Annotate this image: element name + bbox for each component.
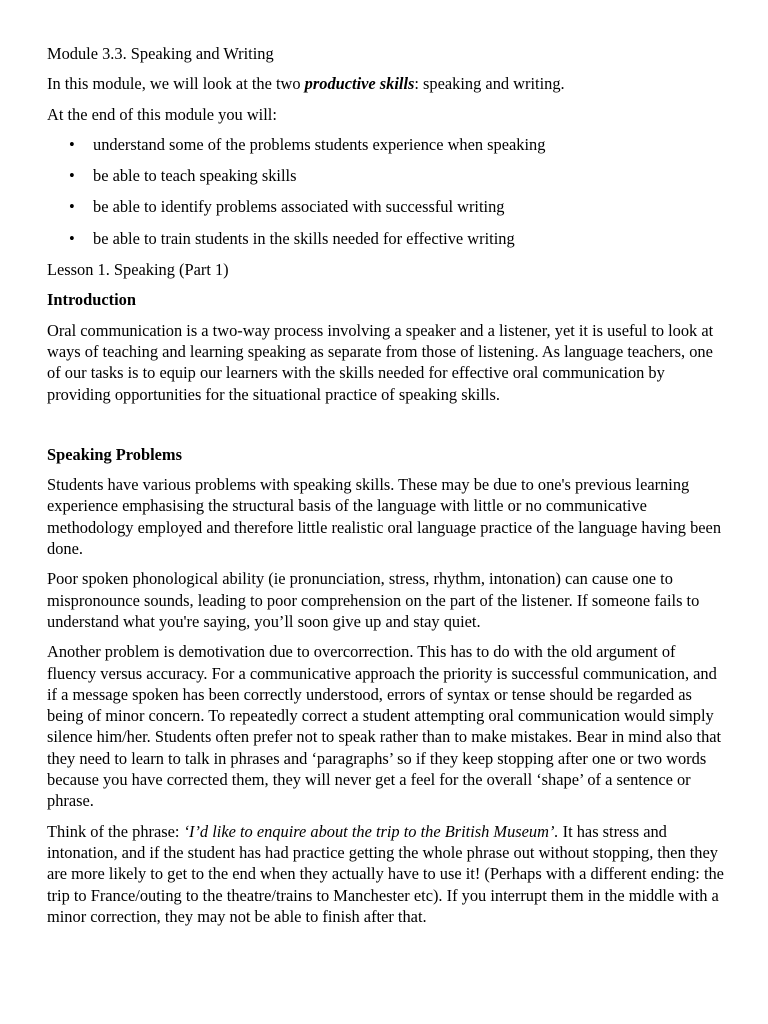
objective-text: be able to teach speaking skills <box>93 166 297 186</box>
phrase-paragraph <box>47 821 727 927</box>
module-intro <box>47 73 727 94</box>
bullet-icon: • <box>69 197 75 217</box>
bullet-icon: • <box>69 134 75 154</box>
productive-skills-emphasis: productive skills <box>304 74 415 94</box>
problems-paragraph: Poor spoken phonological ability (ie pronunciation, stress, rhythm, intonation) can cause one to mispronounce sounds, leading to poor comprehension on the part of the listener. If someone fails to understand what you're saying, you’ll soon give up and stay quiet. <box>47 569 700 631</box>
example-phrase: ‘I’d like to enquire about the trip to the British Museum’. <box>183 821 559 841</box>
objective-item <box>47 134 727 155</box>
bullet-icon: • <box>69 166 75 186</box>
objective-item <box>47 196 727 217</box>
problems-paragraph: Another problem is demotivation due to overcorrection. This has to do with the old argument of fluency versus accuracy. For a communicative approach the priority is successful communication, and if a message spoken has been correctly understood, errors of syntax or tense should be regarded as being of minor concern. To repeatedly correct a student attempting oral communication would simply silence him/her. Students often prefer not to speak rather than to make mistakes. Bear in mind also that they need to learn to talk in phrases and ‘paragraphs’ so if they keep stopping after one or two words because you have corrected them, they will never get a feel for the overall ‘shape’ of a sentence or phrase. <box>47 642 722 811</box>
speaking-problems-heading: Speaking Problems <box>47 444 182 464</box>
problems-paragraph: Students have various problems with speaking skills. These may be due to one's previous learning experience emphasising the structural basis of the language with little or no communicative methodology employed and therefore little realistic oral language practice of the language having been done. <box>47 475 722 559</box>
document-page <box>47 43 727 936</box>
objective-item <box>47 165 727 186</box>
section-spacer <box>47 414 727 444</box>
objective-item <box>47 228 727 249</box>
objective-text: be able to train students in the skills needed for effective writing <box>93 228 515 248</box>
module-title: Module 3.3. Speaking and Writing <box>47 44 274 63</box>
lesson-title: Lesson 1. Speaking (Part 1) <box>47 260 229 280</box>
introduction-paragraph: Oral communication is a two-way process involving a speaker and a listener, yet it is useful to look at ways of teaching and learning speaking as separate from those of listening. As language teachers, one of our tasks is to equip our learners with the skills needed for effective oral communication by providing opportunities for the situational practice of speaking skills. <box>47 320 714 404</box>
introduction-heading: Introduction <box>47 290 136 310</box>
bullet-icon: • <box>69 228 75 248</box>
objective-text: be able to identify problems associated with successful writing <box>93 197 505 217</box>
objectives-lead: At the end of this module you will: <box>47 104 277 124</box>
phrase-text-before: Think of the phrase: <box>47 821 184 841</box>
phrase-text-after: It has stress and intonation, and if the student has had practice getting the whole phrase out without stopping, then they are more likely to get to the end when they actually have to use it! (Perhaps with a different ending: the trip to France/outing to the theatre/trains to Manchester etc). If you interrupt them in the middle with a minor correction, they may not be able to finish after that. <box>47 821 724 926</box>
intro-text-after: : speaking and writing. <box>414 74 565 94</box>
intro-text-before: In this module, we will look at the two <box>47 74 305 94</box>
objectives-list <box>47 134 727 249</box>
objective-text: understand some of the problems students experience when speaking <box>93 134 546 154</box>
